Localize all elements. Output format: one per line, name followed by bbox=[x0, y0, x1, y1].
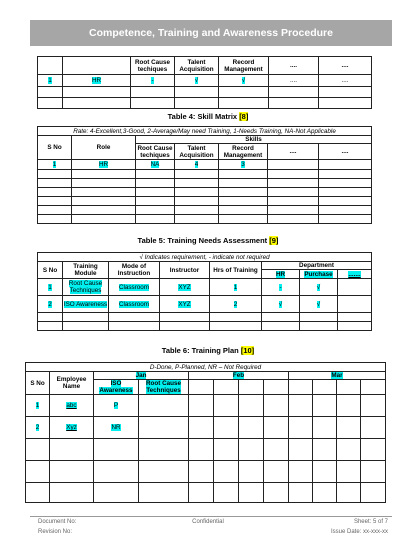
footer-rev-no: Revision No: bbox=[38, 529, 73, 535]
table-cell: - bbox=[131, 75, 175, 87]
header-cell: Record Management bbox=[219, 144, 268, 160]
header-cell: Talent Acquisition bbox=[175, 144, 219, 160]
header-cell: Hrs of Training bbox=[210, 262, 262, 279]
footer-confidential: Confidential bbox=[192, 519, 224, 525]
header-cell bbox=[38, 57, 63, 75]
table4-caption: Table 4: Skill Matrix [8] bbox=[167, 112, 249, 121]
footer-divider bbox=[30, 516, 392, 517]
header-cell: Feb bbox=[189, 372, 289, 380]
header-cell: .... bbox=[268, 144, 319, 160]
header-cell: Jan bbox=[94, 372, 189, 380]
table6-note: D-Done, P-Planned, NR – Not Required bbox=[26, 363, 386, 372]
header-cell: S No bbox=[38, 136, 72, 160]
header-cell: S No bbox=[26, 372, 50, 395]
table-row: 1 abc P bbox=[26, 395, 386, 417]
table4-note: Rate: 4-Excellent,3-Good, 2-Average/May need Training, 1-Needs Training, NA-Not Applicable bbox=[38, 127, 372, 136]
header-cell: Department bbox=[262, 262, 372, 270]
footer-sheet: Sheet: 5 of 7 bbox=[353, 519, 388, 525]
header-cell: .... bbox=[319, 144, 372, 160]
header-cell: Employee Name bbox=[50, 372, 94, 395]
table-top-matrix bbox=[37, 56, 372, 109]
header-cell: Mode of Instruction bbox=[109, 262, 160, 279]
table-cell: √ bbox=[175, 75, 219, 87]
header-cell: ISO Awareness bbox=[94, 380, 139, 395]
table6-training-plan bbox=[25, 362, 386, 503]
footer-issue-date: Issue Date: xx-xxx-xx bbox=[330, 529, 388, 535]
table-cell: √ bbox=[219, 75, 269, 87]
header-cell: Root Cause techiques bbox=[131, 57, 175, 75]
page-title-banner bbox=[30, 20, 392, 46]
header-cell: Root Cause Techniques bbox=[139, 380, 189, 395]
footer-doc-no: Document No: bbox=[38, 519, 77, 525]
header-cell: Purchase bbox=[300, 270, 338, 279]
table4-skill-matrix bbox=[37, 126, 372, 224]
table-cell: .... bbox=[319, 75, 372, 87]
header-cell: Training Module bbox=[63, 262, 109, 279]
table-cell: 4 bbox=[175, 160, 219, 170]
table-cell: 3 bbox=[219, 160, 268, 170]
table-cell: NA bbox=[136, 160, 175, 170]
table5-training-needs bbox=[37, 252, 372, 331]
table6-caption: Table 6: Training Plan [10] bbox=[161, 346, 255, 355]
table-cell: .... bbox=[269, 75, 319, 87]
page-title: Competence, Training and Awareness Procedure bbox=[89, 27, 333, 39]
table-row: 2 ISO Awareness Classroom XYZ 2 √ √ bbox=[38, 296, 372, 313]
table5-note: √ Indicates requirement, - indicate not required bbox=[38, 253, 372, 262]
header-cell: Root Cause techiques bbox=[137, 144, 173, 159]
table-cell: HR bbox=[72, 160, 136, 170]
table-cell: HR bbox=[63, 75, 131, 87]
table5-caption: Table 5: Training Needs Assessment [9] bbox=[137, 236, 279, 245]
header-cell: Role bbox=[72, 136, 136, 160]
header-cell: .... bbox=[319, 57, 372, 75]
header-cell: Instructor bbox=[160, 262, 210, 279]
table-row: 2 Xyz NR bbox=[26, 417, 386, 439]
header-cell: Record Management bbox=[219, 57, 269, 75]
header-cell: Mar bbox=[289, 372, 386, 380]
header-cell: Talent Acquisition bbox=[175, 57, 219, 75]
header-cell: .... bbox=[269, 57, 319, 75]
header-cell: HR bbox=[262, 270, 300, 279]
table-row: 1 Root Cause Techniques Classroom XYZ 1 - √ bbox=[38, 279, 372, 296]
header-cell: S No bbox=[38, 262, 63, 279]
header-cell bbox=[63, 57, 131, 75]
table-cell: 1 bbox=[38, 75, 63, 87]
header-cell: ....... bbox=[338, 270, 372, 279]
table-cell: 1 bbox=[38, 160, 72, 170]
header-cell: Skills bbox=[136, 136, 372, 144]
